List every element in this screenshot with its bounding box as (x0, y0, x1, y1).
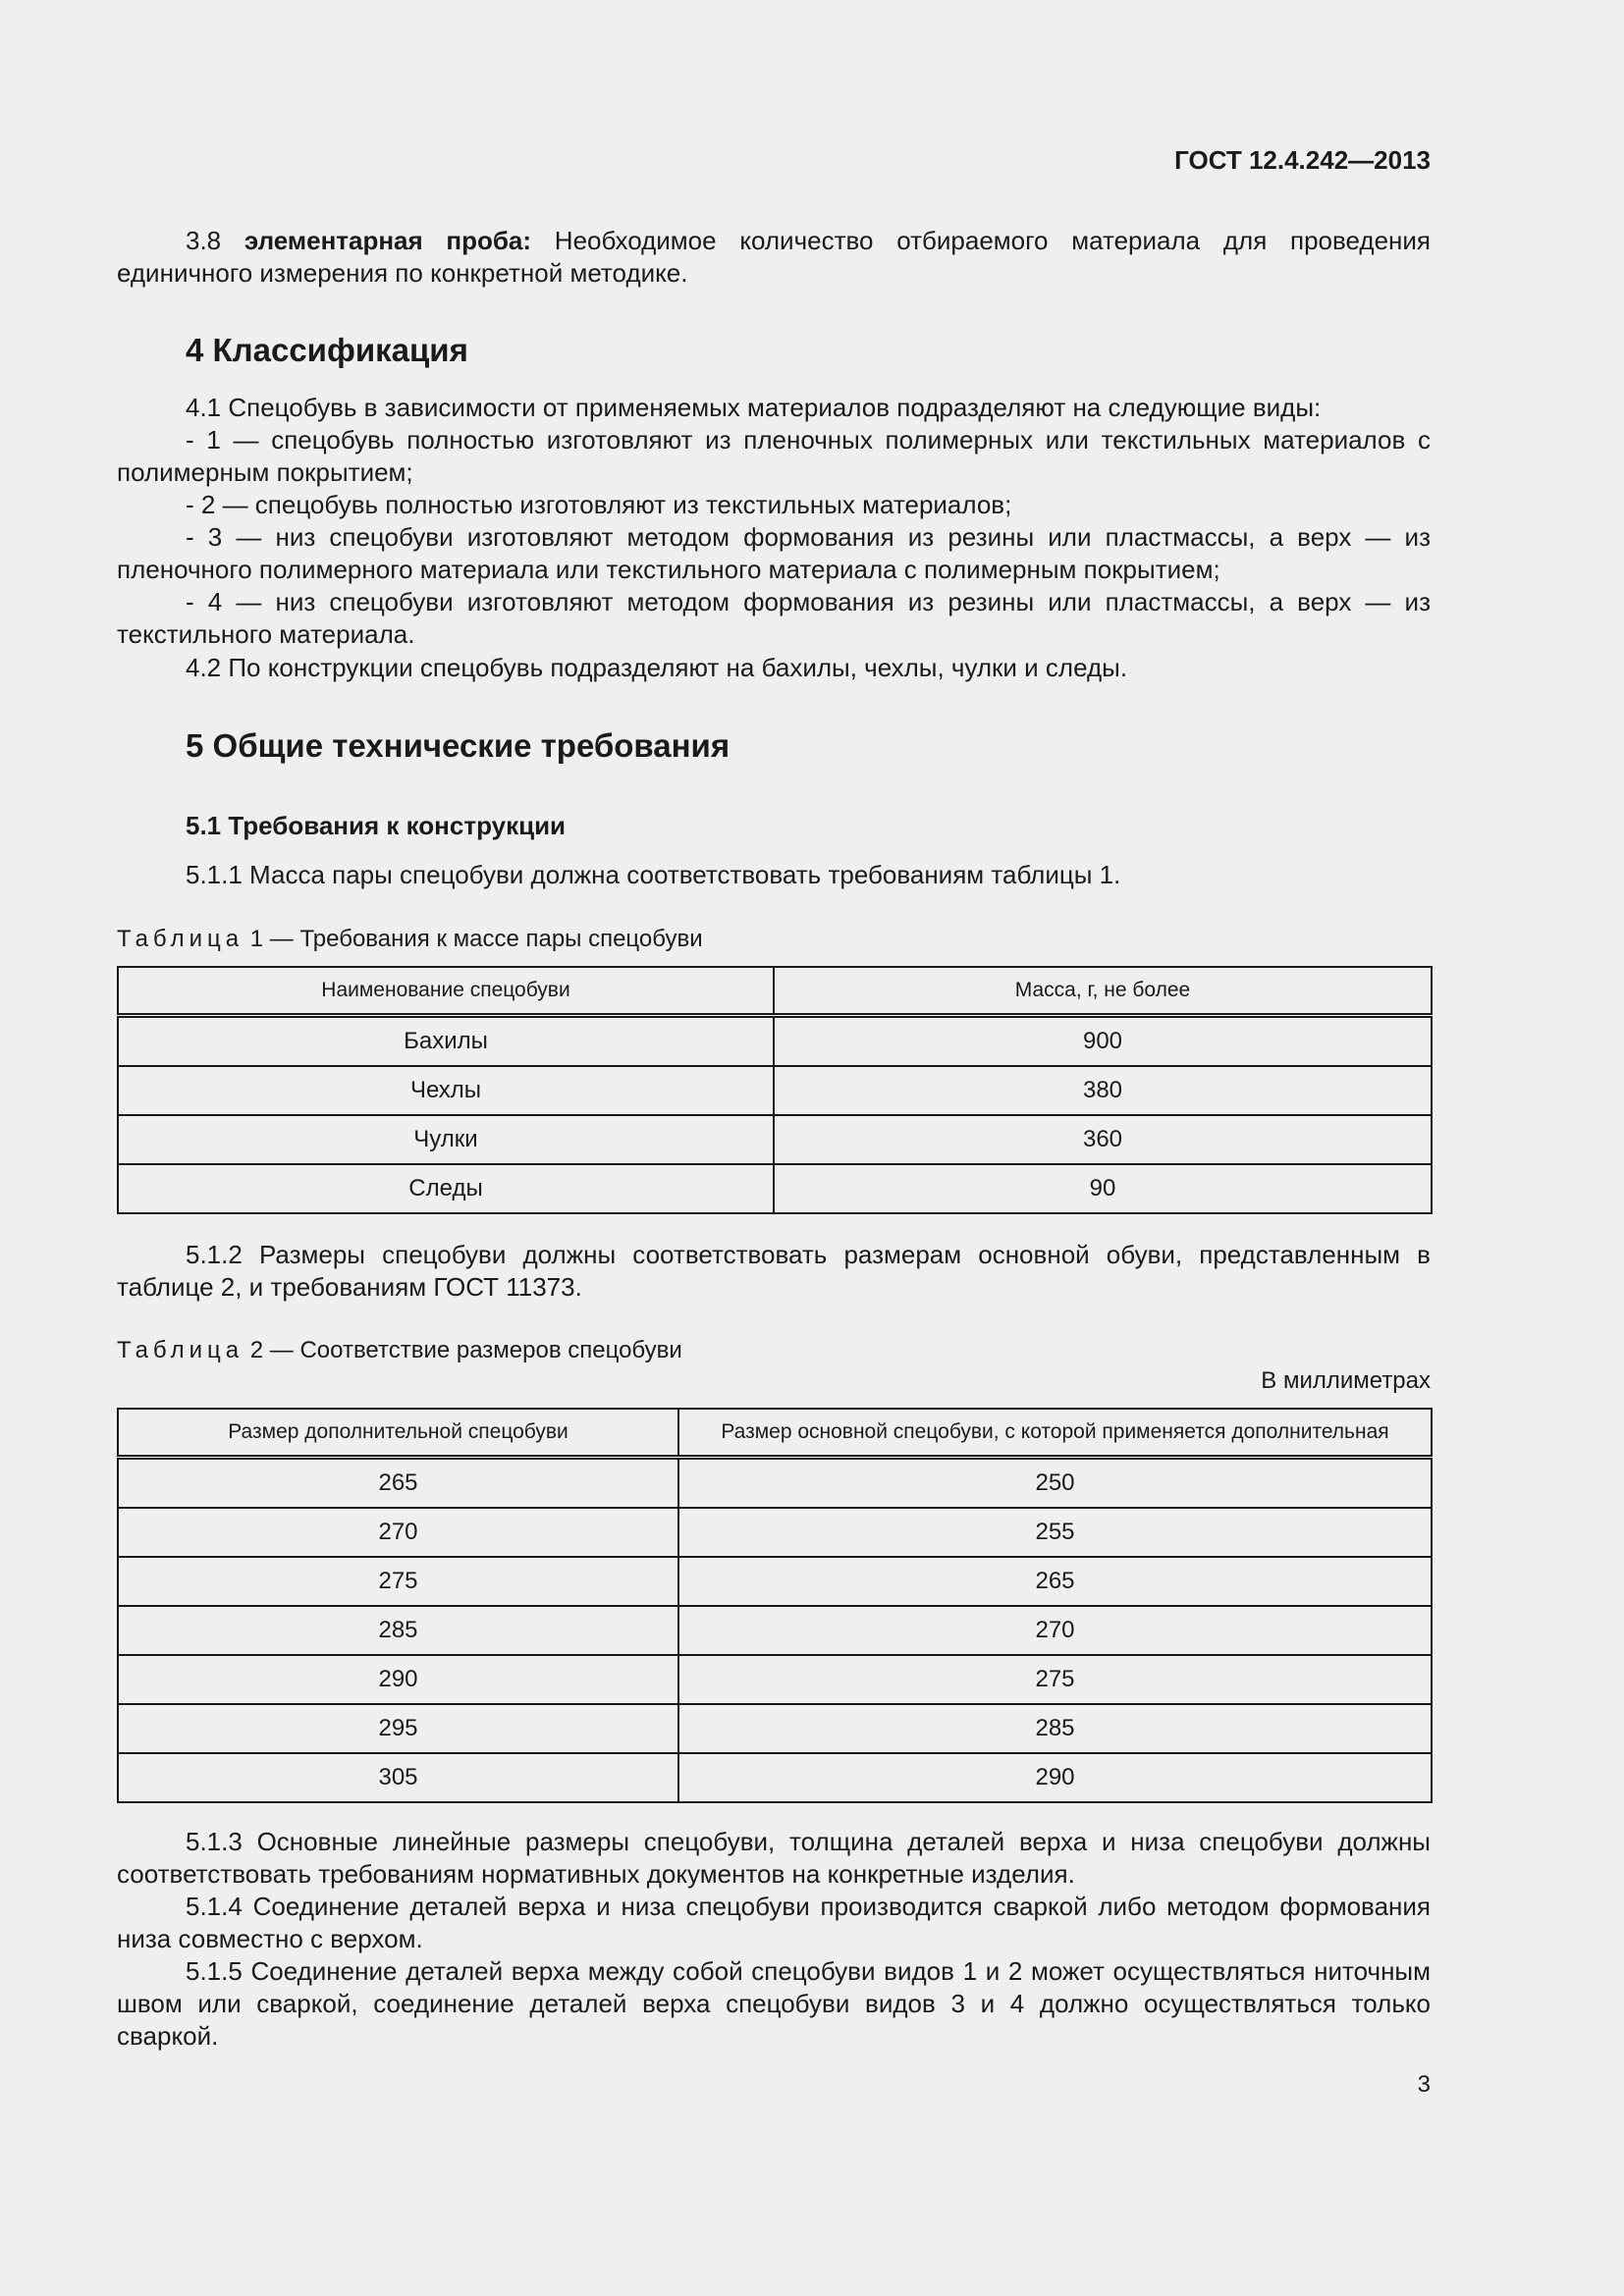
table-row (118, 1704, 1432, 1753)
table-cell: 270 (118, 1508, 678, 1557)
list-item-2: - 2 — спецобувь полностью изготовляют из текстильных материалов; (186, 490, 1012, 519)
paragraph-5-1-3: 5.1.3 Основные линейные размеры спецобуви, толщина деталей верха и низа спецобуви должны соответствовать требованиям нормативных документов на конкретные изделия. (117, 1827, 1431, 1889)
table-1 (117, 966, 1433, 1214)
caption-label: Таблица (117, 926, 244, 952)
table-cell: 285 (678, 1704, 1432, 1753)
paragraph-5-1-4: 5.1.4 Соединение деталей верха и низа спецобуви производится сваркой либо методом формования низа совместно с верхом. (117, 1892, 1431, 1953)
list-item-1: - 1 — спецобувь полностью изготовляют из пленочных полимерных или текстильных материалов с полимерным покрытием; (117, 425, 1431, 487)
table-row (118, 1557, 1432, 1606)
caption-text: 1 — Требования к массе пары спецобуви (244, 926, 703, 952)
standard-code-header: ГОСТ 12.4.242—2013 (1174, 145, 1431, 175)
table-row (118, 1115, 1432, 1164)
table-cell: Бахилы (118, 1016, 774, 1067)
table-row (118, 1458, 1432, 1509)
table-2-caption (117, 1337, 682, 1364)
section-5-title: 5 Общие технические требования (186, 727, 731, 764)
table-row (118, 1508, 1432, 1557)
paragraph-5-1-1: 5.1.1 Масса пары спецобуви должна соответствовать требованиям таблицы 1. (186, 860, 1121, 889)
table-2-units: В миллиметрах (1261, 1367, 1431, 1394)
table-row (118, 1606, 1432, 1655)
table-cell: 295 (118, 1704, 678, 1753)
subsection-5-1-title: 5.1 Требования к конструкции (186, 811, 567, 840)
paragraph-3-8 (117, 225, 1431, 290)
table-cell: 270 (678, 1606, 1432, 1655)
table-cell: 255 (678, 1508, 1432, 1557)
table-cell: 275 (118, 1557, 678, 1606)
table-header-row (118, 1409, 1432, 1458)
table-cell: Следы (118, 1164, 774, 1213)
table-row (118, 1655, 1432, 1704)
table-cell: 360 (774, 1115, 1432, 1164)
term: элементарная проба: (244, 226, 532, 255)
table-cell: 290 (678, 1753, 1432, 1802)
section-4-title: 4 Классификация (186, 332, 468, 368)
table-row (118, 1164, 1432, 1213)
table-1-caption (117, 926, 703, 953)
table-cell: Чехлы (118, 1066, 774, 1115)
page-number: 3 (1417, 2071, 1431, 2098)
table-cell: 275 (678, 1655, 1432, 1704)
caption-label: Таблица (117, 1337, 244, 1363)
list-item-4: - 4 — низ спецобуви изготовляют методом формования из резины или пластмассы, а верх — из текстильного материала. (117, 587, 1431, 649)
paragraph-4-2: 4.2 По конструкции спецобувь подразделяют на бахилы, чехлы, чулки и следы. (186, 653, 1128, 682)
table-cell: 265 (678, 1557, 1432, 1606)
column-header: Размер дополнительной спецобуви (118, 1409, 678, 1458)
table-cell: 265 (118, 1458, 678, 1509)
table-2 (117, 1408, 1433, 1803)
clause-number: 3.8 (186, 226, 244, 255)
table-cell: 305 (118, 1753, 678, 1802)
column-header: Размер основной спецобуви, с которой применяется дополнительная (678, 1409, 1432, 1458)
table-cell: 900 (774, 1016, 1432, 1067)
table-row (118, 1753, 1432, 1802)
list-item-3: - 3 — низ спецобуви изготовляют методом формования из резины или пластмассы, а верх — из пленочного полимерного материала или текстильного материала с полимерным покрытием; (117, 522, 1431, 584)
column-header: Наименование спецобуви (118, 967, 774, 1016)
column-header: Масса, г, не более (774, 967, 1432, 1016)
paragraph-4-1: 4.1 Спецобувь в зависимости от применяемых материалов подразделяют на следующие виды: (186, 393, 1322, 422)
table-cell: 285 (118, 1606, 678, 1655)
table-cell: Чулки (118, 1115, 774, 1164)
definition: Необходимое количество отбираемого материала для проведения единичного измерения по конкретной методике. (117, 226, 1431, 288)
table-header-row (118, 967, 1432, 1016)
paragraph-5-1-2: 5.1.2 Размеры спецобуви должны соответствовать размерам основной обуви, представленным в таблице 2, и требованиям ГОСТ 11373. (117, 1240, 1431, 1302)
table-row (118, 1066, 1432, 1115)
table-row (118, 1016, 1432, 1067)
paragraph-5-1-5: 5.1.5 Соединение деталей верха между собой спецобуви видов 1 и 2 может осуществляться ниточным швом или сваркой, соединение деталей верха спецобуви видов 3 и 4 должно осуществляться только сваркой. (117, 1956, 1431, 2051)
table-cell: 250 (678, 1458, 1432, 1509)
caption-text: 2 — Соответствие размеров спецобуви (244, 1337, 682, 1363)
table-cell: 380 (774, 1066, 1432, 1115)
table-cell: 290 (118, 1655, 678, 1704)
table-cell: 90 (774, 1164, 1432, 1213)
